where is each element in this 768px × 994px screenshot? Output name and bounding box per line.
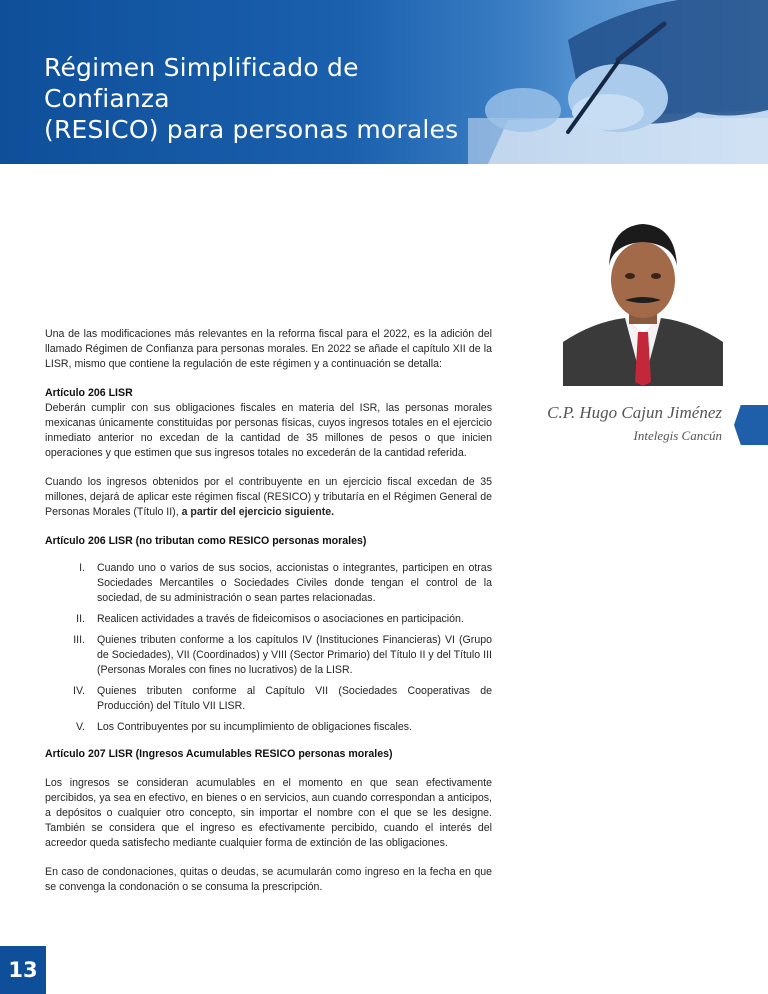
heading-article-207: Artículo 207 LISR (Ingresos Acumulables RESICO personas morales)	[45, 748, 393, 760]
list-item-number: III.	[73, 634, 85, 646]
page-title	[44, 52, 484, 145]
list-item-number: II.	[76, 613, 85, 625]
author-portrait	[563, 222, 723, 386]
list-item-number: IV.	[73, 685, 85, 697]
intro-paragraph: Una de las modificaciones más relevantes en la reforma fiscal para el 2022, es la adición del llamado Régimen de Confianza para personas morales. En 2022 se añade el capítulo XII de la LISR, mismo que contiene la regulación de este régimen y a continuación se detalla:	[45, 328, 492, 370]
side-tab-marker	[734, 405, 768, 445]
title-line-2: (RESICO) para personas morales	[44, 115, 459, 144]
author-name: C.P. Hugo Cajun Jiménez	[547, 403, 722, 422]
page-number: 13	[0, 946, 46, 994]
title-line-1: Régimen Simplificado de Confianza	[44, 53, 359, 113]
paragraph-207: Los ingresos se consideran acumulables en el momento en que sean efectivamente percibidos, ya sea en efectivo, en bienes o en servicios, aun cuando correspondan a anticipos, a depósitos o cualquier otro concepto, sin importar el nombre con el que se les designe. También se considera que el ingreso es efectivamente percibido, cuando el interés del acreedor queda satisfecho mediante cualquier forma de extinción de las obligaciones.	[45, 777, 492, 849]
header-banner	[0, 0, 768, 164]
author-organization: Intelegis Cancún	[633, 428, 722, 443]
writing-hand-image	[468, 0, 768, 164]
list-item	[45, 561, 492, 606]
list-item-text: Realicen actividades a través de fideicomisos o asociaciones en participación.	[97, 613, 464, 625]
list-item-text: Quienes tributen conforme al Capítulo VII (Sociedades Cooperativas de Producción) del Título VII LISR.	[97, 685, 492, 712]
paragraph-regime-change	[45, 475, 492, 520]
list-item-text: Quienes tributen conforme a los capítulos IV (Instituciones Financieras) VI (Grupo de Sociedades), VII (Coordinados) y VIII (Sector Primario) del Título II y del Título III (Personas Morales con fines no lucrativos) de la LISR.	[97, 634, 492, 676]
paragraph-regime-change-bold: a partir del ejercicio siguiente.	[181, 506, 335, 518]
list-item	[45, 612, 492, 627]
list-item	[45, 720, 492, 735]
list-item-text: Cuando uno o varios de sus socios, accionistas o integrantes, participen en otras Sociedades Mercantiles o Sociedades Civiles donde tengan el control de la sociedad, de su administración o sean partes relacionadas.	[97, 562, 492, 604]
heading-article-206-exclusions: Artículo 206 LISR (no tributan como RESICO personas morales)	[45, 535, 367, 547]
paragraph-206: Deberán cumplir con sus obligaciones fiscales en materia del ISR, las personas morales mexicanas únicamente constituidas por personas físicas, cuyos ingresos totales en el ejercicio inmediato anterior no excedan de la cantidad de 35 millones de pesos o que inicien operaciones y que estimen que sus ingresos totales no excederán de la cantidad referida.	[45, 402, 492, 459]
article-body	[45, 327, 492, 895]
list-item-number: V.	[75, 721, 85, 733]
list-item	[45, 684, 492, 714]
list-item-text: Los Contribuyentes por su incumplimiento de obligaciones fiscales.	[97, 721, 413, 733]
paragraph-regime-change-text: Cuando los ingresos obtenidos por el contribuyente en un ejercicio fiscal excedan de 35 millones, dejará de aplicar este régimen fiscal (RESICO) y tributaría en el Régimen General de Personas Morales (Título II),	[45, 476, 492, 518]
list-item-number: I.	[79, 562, 85, 574]
list-item	[45, 633, 492, 678]
paragraph-condonations: En caso de condonaciones, quitas o deudas, se acumularán como ingreso en la fecha en que se convenga la condonación o se consuma la prescripción.	[45, 866, 492, 893]
heading-article-206: Artículo 206 LISR	[45, 387, 133, 399]
exclusions-list	[45, 561, 492, 735]
